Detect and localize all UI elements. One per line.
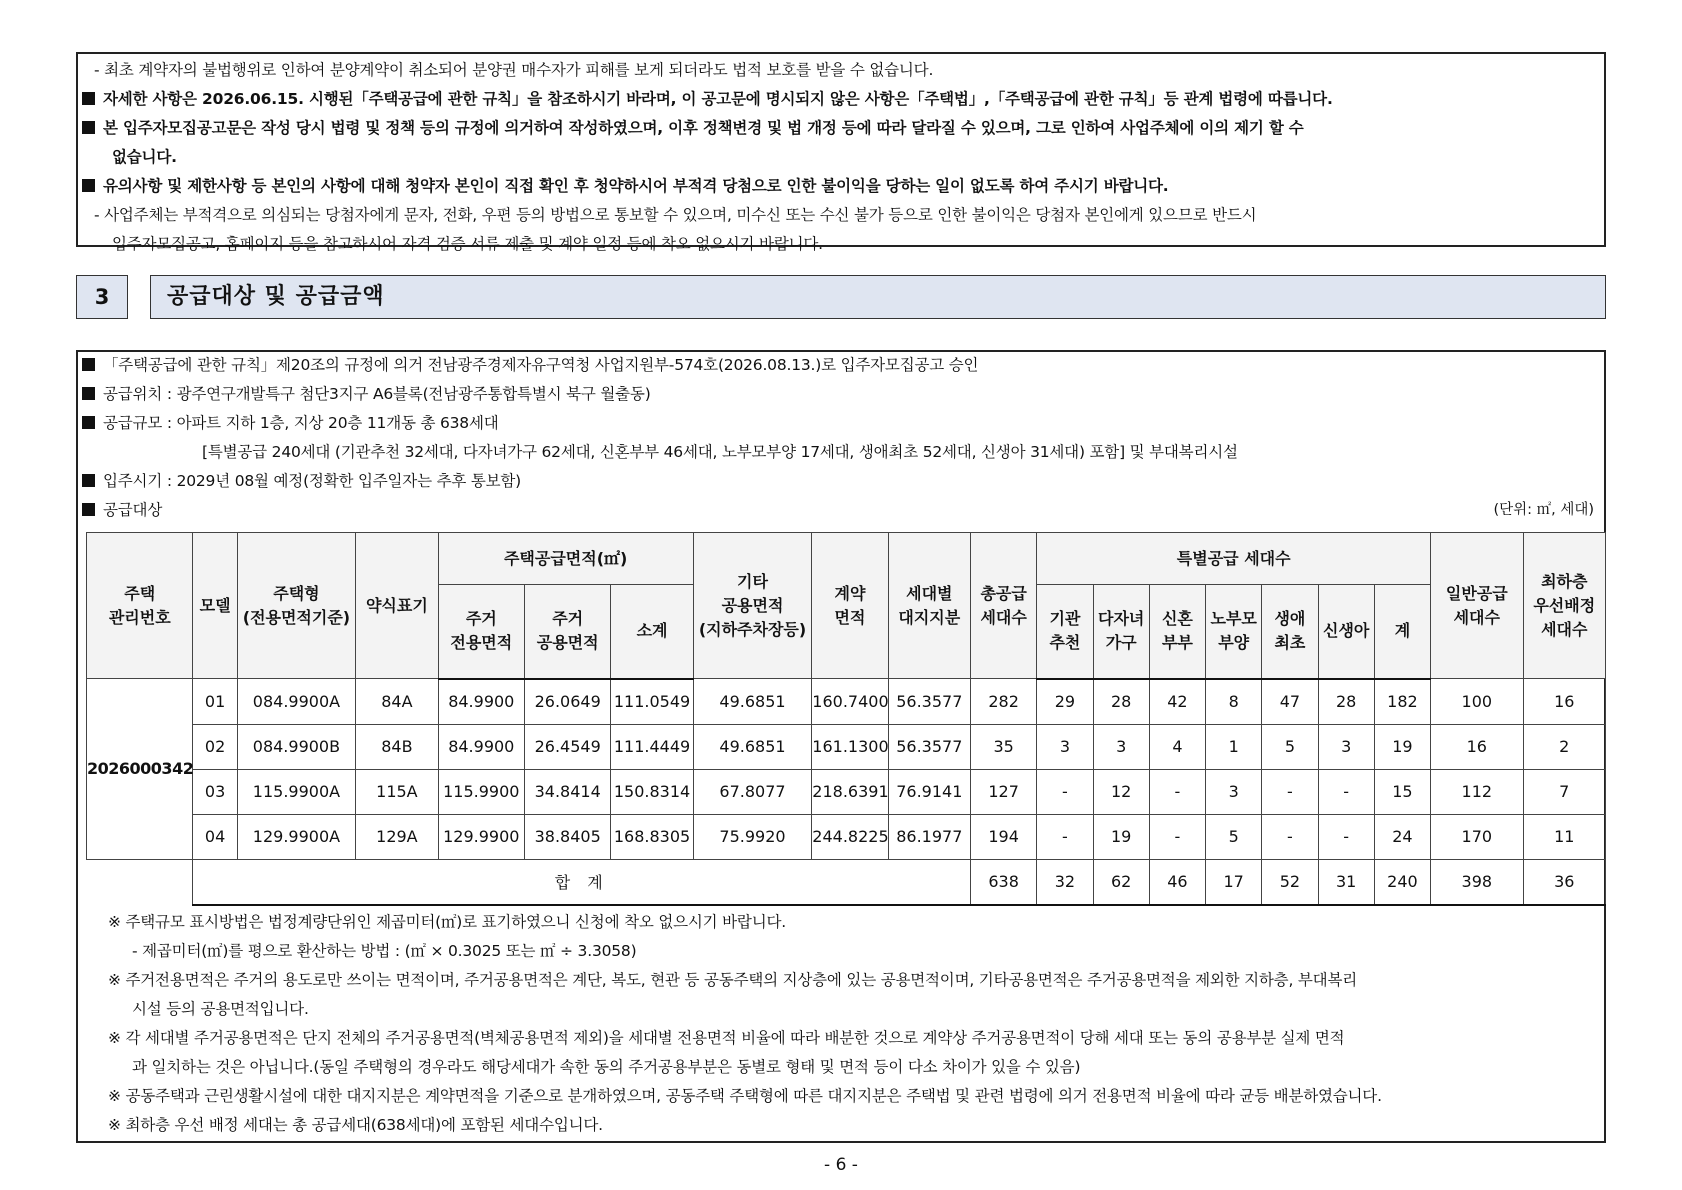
info-target: 공급대상 (82, 496, 1596, 525)
total-cell: 17 (1206, 859, 1262, 905)
header-total-supply: 총공급 세대수 (971, 533, 1037, 679)
notice-line: 없습니다. (112, 148, 177, 166)
total-cell: 62 (1093, 859, 1149, 905)
table-body (87, 679, 1606, 905)
header-contract-area: 계약 면적 (812, 533, 888, 679)
square-bullet-icon (82, 179, 95, 192)
table-cell: 115.9900A (237, 769, 356, 814)
table-cell: 111.0549 (611, 679, 693, 725)
table-row (87, 724, 1606, 769)
mgmt-no-cell: 2026000342 (87, 679, 193, 860)
table-cell: 84.9900 (438, 724, 524, 769)
header-common-area: 주거 공용면적 (524, 585, 610, 679)
table-cell: 84A (356, 679, 438, 725)
table-row (87, 769, 1606, 814)
header-sp-firsttime: 생애 최초 (1262, 585, 1318, 679)
info-scale-detail: [특별공급 240세대 (기관추천 32세대, 다자녀가구 62세대, 신혼부부 46세대, 노부모부양 17세대, 생애최초 52세대, 신생아 31세대) 포함] 및 부대복리시설 (202, 443, 1238, 461)
table-cell: 100 (1431, 679, 1523, 725)
total-cell: 398 (1431, 859, 1523, 905)
header-model: 모델 (193, 533, 237, 679)
header-special-group: 특별공급 세대수 (1037, 533, 1431, 585)
header-type: 주택형 (전용면적기준) (237, 533, 356, 679)
table-cell: - (1262, 769, 1318, 814)
table-cell: - (1037, 769, 1093, 814)
table-cell: 115A (356, 769, 438, 814)
empty-cell (87, 859, 193, 905)
top-notice-box (76, 52, 1606, 253)
table-cell: 03 (193, 769, 237, 814)
square-bullet-icon (82, 474, 95, 487)
info-approval: 「주택공급에 관한 규칙」제20조의 규정에 의거 전남광주경제자유구역청 사업지원부-574호(2026.08.13.)로 입주자모집공고 승인 (82, 351, 1596, 380)
table-cell: 168.8305 (611, 814, 693, 859)
notice-line: 본 입주자모집공고문은 작성 당시 법령 및 정책 등의 규정에 의거하여 작성하였으며, 이후 정책변경 및 법 개정 등에 따라 달라질 수 있으며, 그로 인하여 사업주체에 이의 제기 할 수 (82, 114, 1596, 143)
notice-line: 유의사항 및 제한사항 등 본인의 사항에 대해 청약자 본인이 직접 확인 후 청약하시어 부적격 당첨으로 인한 불이익을 당하는 일이 없도록 하여 주시기 바랍니다. (82, 172, 1596, 201)
table-cell: - (1149, 814, 1205, 859)
table-cell: 129.9900 (438, 814, 524, 859)
table-cell: 4 (1149, 724, 1205, 769)
table-cell: 8 (1206, 679, 1262, 725)
supply-table (86, 532, 1606, 906)
table-cell: 01 (193, 679, 237, 725)
total-cell: 36 (1523, 859, 1606, 905)
table-cell: 3 (1206, 769, 1262, 814)
table-cell: - (1318, 769, 1374, 814)
page-number: - 6 - (824, 1155, 858, 1175)
note-line: - 제곱미터(㎡)를 평으로 환산하는 방법 : (㎡ × 0.3025 또는 ㎡ ÷ 3.3058) (132, 942, 637, 960)
table-cell: 161.1300 (812, 724, 888, 769)
table-cell: 49.6851 (693, 724, 812, 769)
table-cell: 111.4449 (611, 724, 693, 769)
table-cell: 26.4549 (524, 724, 610, 769)
table-cell: - (1149, 769, 1205, 814)
header-other-area: 기타 공용면적 (지하주차장등) (693, 533, 812, 679)
total-label: 합 계 (193, 859, 971, 905)
info-location: 공급위치 : 광주연구개발특구 첨단3지구 A6블록(전남광주통합특별시 북구 월출동) (82, 380, 1596, 409)
header-subtotal: 소계 (611, 585, 693, 679)
note-line: ※ 공동주택과 근린생활시설에 대한 대지지분은 계약면적을 기준으로 분개하였으며, 공동주택 주택형에 따른 대지지분은 주택법 및 관련 법령에 의거 전용면적 비율에 따라 균등 배분하였습니다. (108, 1087, 1382, 1105)
header-mgmt-no: 주택 관리번호 (87, 533, 193, 679)
table-cell: 1 (1206, 724, 1262, 769)
table-cell: 84.9900 (438, 679, 524, 725)
note-line: ※ 각 세대별 주거공용면적은 단지 전체의 주거공용면적(벽체공용면적 제외)을 세대별 전용면적 비율에 따라 배분한 것으로 계약상 주거공용면적이 당해 세대 또는 동의 공용부분 실제 면적 (108, 1029, 1345, 1047)
note-line: ※ 주택규모 표시방법은 법정계량단위인 제곱미터(㎡)로 표기하였으니 신청에 착오 없으시기 바랍니다. (108, 913, 786, 931)
table-cell: 12 (1093, 769, 1149, 814)
table-cell: 3 (1318, 724, 1374, 769)
table-cell: 02 (193, 724, 237, 769)
table-cell: 16 (1431, 724, 1523, 769)
table-cell: 127 (971, 769, 1037, 814)
table-cell: 42 (1149, 679, 1205, 725)
header-short: 약식표기 (356, 533, 438, 679)
total-cell: 240 (1374, 859, 1430, 905)
table-cell: 218.6391 (812, 769, 888, 814)
notice-line: - 최초 계약자의 불법행위로 인하여 분양계약이 취소되어 분양권 매수자가 피해를 보게 되더라도 법적 보호를 받을 수 없습니다. (94, 61, 934, 79)
total-cell: 31 (1318, 859, 1374, 905)
square-bullet-icon (82, 503, 95, 516)
table-cell: 56.3577 (888, 679, 970, 725)
header-sp-sum: 계 (1374, 585, 1430, 679)
table-cell: 150.8314 (611, 769, 693, 814)
table-cell: 29 (1037, 679, 1093, 725)
table-cell: - (1262, 814, 1318, 859)
table-cell: 3 (1093, 724, 1149, 769)
table-row (87, 679, 1606, 725)
table-cell: 19 (1093, 814, 1149, 859)
notes (90, 908, 1382, 1140)
square-bullet-icon (82, 92, 95, 105)
table-cell: 115.9900 (438, 769, 524, 814)
table-cell: 112 (1431, 769, 1523, 814)
table-cell: 160.7400 (812, 679, 888, 725)
header-sp-elderly: 노부모 부양 (1206, 585, 1262, 679)
section-number: 3 (76, 275, 128, 319)
table-cell: 084.9900B (237, 724, 356, 769)
header-excl-area: 주거 전용면적 (438, 585, 524, 679)
table-cell: 49.6851 (693, 679, 812, 725)
info-move-in: 입주시기 : 2029년 08월 예정(정확한 입주일자는 추후 통보함) (82, 467, 1596, 496)
table-cell: 84B (356, 724, 438, 769)
table-cell: 282 (971, 679, 1037, 725)
table-cell: 5 (1262, 724, 1318, 769)
table-cell: 67.8077 (693, 769, 812, 814)
table-cell: 19 (1374, 724, 1430, 769)
table-cell: 35 (971, 724, 1037, 769)
note-line: ※ 주거전용면적은 주거의 용도로만 쓰이는 면적이며, 주거공용면적은 계단, 복도, 현관 등 공동주택의 지상층에 있는 공용면적이며, 기타공용면적은 주거공용면적을 제외한 지하층, 부대복리 (108, 971, 1357, 989)
table-cell: 38.8405 (524, 814, 610, 859)
table-cell: 3 (1037, 724, 1093, 769)
table-cell: 11 (1523, 814, 1606, 859)
section-title: 공급대상 및 공급금액 (150, 275, 1606, 319)
header-land-share: 세대별 대지지분 (888, 533, 970, 679)
table-cell: 129A (356, 814, 438, 859)
note-line: 과 일치하는 것은 아닙니다.(동일 주택형의 경우라도 해당세대가 속한 동의 주거공용부분은 동별로 형태 및 면적 등이 다소 차이가 있을 수 있음) (132, 1058, 1081, 1076)
table-cell: 24 (1374, 814, 1430, 859)
square-bullet-icon (82, 121, 95, 134)
total-cell: 46 (1149, 859, 1205, 905)
table-cell: 182 (1374, 679, 1430, 725)
table-cell: 34.8414 (524, 769, 610, 814)
info-scale: 공급규모 : 아파트 지하 1층, 지상 20층 11개동 총 638세대 (82, 409, 1596, 438)
table-cell: - (1318, 814, 1374, 859)
table-cell: 7 (1523, 769, 1606, 814)
table-cell: 56.3577 (888, 724, 970, 769)
table-cell: - (1037, 814, 1093, 859)
table-cell: 084.9900A (237, 679, 356, 725)
square-bullet-icon (82, 387, 95, 400)
table-cell: 129.9900A (237, 814, 356, 859)
table-cell: 28 (1318, 679, 1374, 725)
total-row (87, 859, 1606, 905)
table-cell: 28 (1093, 679, 1149, 725)
notice-line: - 사업주체는 부적격으로 의심되는 당첨자에게 문자, 전화, 우편 등의 방법으로 통보할 수 있으며, 미수신 또는 수신 불가 등으로 인한 불이익은 당첨자 본인에게 있으므로 반드시 (94, 206, 1257, 224)
table-cell: 75.9920 (693, 814, 812, 859)
table-cell: 26.0649 (524, 679, 610, 725)
table-cell: 2 (1523, 724, 1606, 769)
supply-info-box (76, 350, 1606, 1143)
header-sp-newborn: 신생아 (1318, 585, 1374, 679)
note-line: ※ 최하층 우선 배정 세대는 총 공급세대(638세대)에 포함된 세대수입니다. (108, 1116, 603, 1134)
notice-line: 자세한 사항은 2026.06.15. 시행된「주택공급에 관한 규칙」을 참조하시기 바라며, 이 공고문에 명시되지 않은 사항은「주택법」,「주택공급에 관한 규칙」등 관계 법령에 따릅니다. (82, 85, 1596, 114)
header-sp-newlywed: 신혼 부부 (1149, 585, 1205, 679)
table-cell: 244.8225 (812, 814, 888, 859)
note-line: 시설 등의 공용면적입니다. (132, 1000, 309, 1018)
unit-label: (단위: ㎡, 세대) (1493, 502, 1594, 518)
total-cell: 52 (1262, 859, 1318, 905)
table-cell: 86.1977 (888, 814, 970, 859)
square-bullet-icon (82, 416, 95, 429)
table-cell: 5 (1206, 814, 1262, 859)
table-row (87, 814, 1606, 859)
header-general: 일반공급 세대수 (1431, 533, 1523, 679)
header-top-floor: 최하층 우선배정 세대수 (1523, 533, 1606, 679)
notice-line: 입주자모집공고, 홈페이지 등을 참고하시어 자격 검증 서류 제출 및 계약 일정 등에 착오 없으시기 바랍니다. (112, 235, 823, 253)
header-sp-institution: 기관 추천 (1037, 585, 1093, 679)
table-cell: 194 (971, 814, 1037, 859)
table-cell: 15 (1374, 769, 1430, 814)
square-bullet-icon (82, 358, 95, 371)
table-cell: 76.9141 (888, 769, 970, 814)
total-cell: 638 (971, 859, 1037, 905)
table-cell: 170 (1431, 814, 1523, 859)
total-cell: 32 (1037, 859, 1093, 905)
table-cell: 16 (1523, 679, 1606, 725)
header-area-group: 주택공급면적(㎡) (438, 533, 693, 585)
table-cell: 47 (1262, 679, 1318, 725)
header-sp-multichild: 다자녀 가구 (1093, 585, 1149, 679)
table-cell: 04 (193, 814, 237, 859)
